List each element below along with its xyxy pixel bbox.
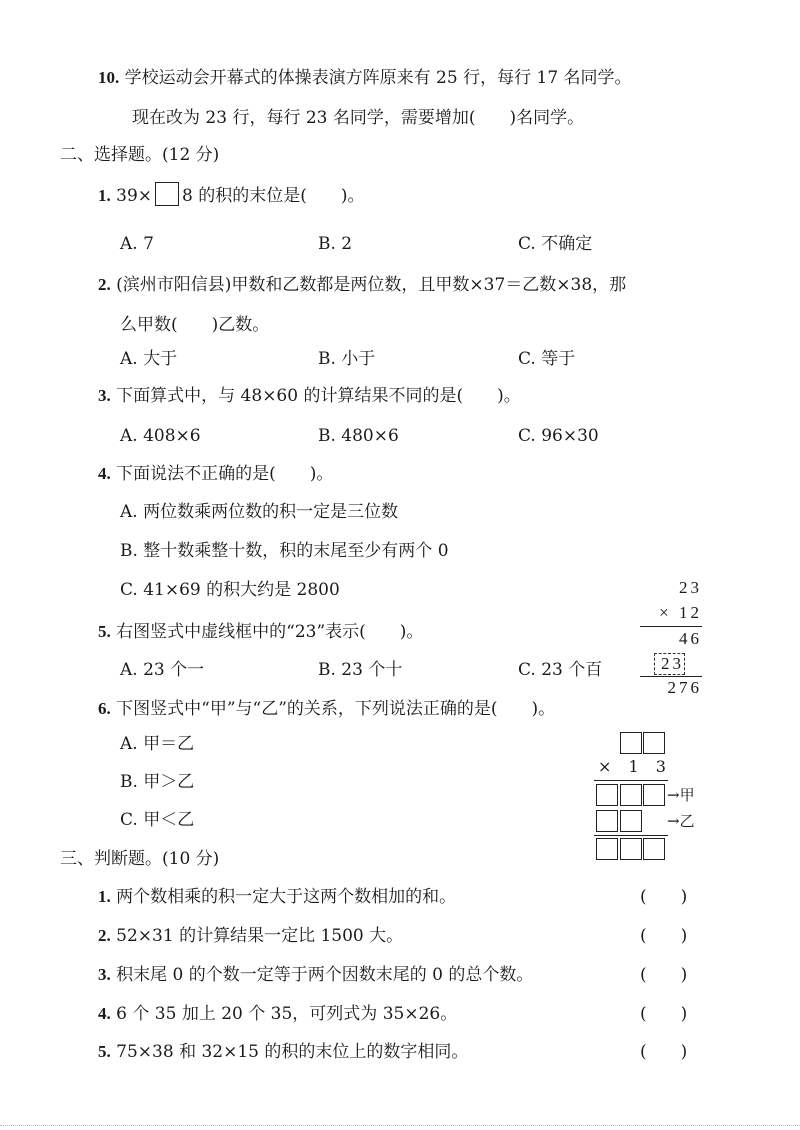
option-a[interactable]: A. 23 个一 xyxy=(120,660,205,680)
multiplicand: 23 xyxy=(679,578,702,597)
option-c[interactable]: C. 23 个百 xyxy=(518,660,603,680)
digit-box[interactable] xyxy=(643,838,665,860)
option-b[interactable]: B. 23 个十 xyxy=(318,660,403,680)
digit-box[interactable] xyxy=(620,838,642,860)
question-number: 5. xyxy=(98,1042,111,1061)
answer-box[interactable] xyxy=(155,182,179,206)
section-title: 三、判断题。(10 分) xyxy=(60,849,220,869)
question-number: 3. xyxy=(98,386,111,405)
option-c[interactable]: C. 甲＜乙 xyxy=(120,810,195,830)
question-text: 学校运动会开幕式的体操表演方阵原来有 25 行，每行 17 名同学。 xyxy=(124,68,632,88)
question-text: 下面算式中，与 48×60 的计算结果不同的是( )。 xyxy=(116,386,521,406)
judge-item-3 xyxy=(98,963,533,987)
divider-line xyxy=(594,780,668,781)
product-result: 276 xyxy=(667,678,702,697)
option-b[interactable]: B. 整十数乘整十数，积的末尾至少有两个 0 xyxy=(120,541,449,561)
label-jia: →甲 xyxy=(667,786,695,804)
sec2-q6 xyxy=(98,697,555,721)
digit-box[interactable] xyxy=(596,838,618,860)
sec2-q1 xyxy=(98,182,365,208)
question-text: 两个数相乘的积一定大于这两个数相加的和。 xyxy=(116,887,457,907)
divider-line xyxy=(640,676,702,677)
multiplier: × 12 xyxy=(659,603,702,622)
question-text: 6 个 35 加上 20 个 35，可列式为 35×26。 xyxy=(116,1004,458,1024)
page-bottom-border xyxy=(0,1125,800,1126)
option-c[interactable]: C. 96×30 xyxy=(518,426,599,446)
option-b[interactable]: B. 480×6 xyxy=(318,426,399,446)
q6-vertical-diagram xyxy=(590,732,710,862)
option-b[interactable]: B. 甲＞乙 xyxy=(120,772,195,792)
sec2-q2-line2: 么甲数( )乙数。 xyxy=(120,315,270,335)
option-b[interactable]: B. 2 xyxy=(318,234,353,254)
q10-line2: 现在改为 23 行，每行 23 名同学，需要增加( )名同学。 xyxy=(132,108,585,128)
q10-line1 xyxy=(98,66,632,90)
option-a[interactable]: A. 甲＝乙 xyxy=(120,734,195,754)
digit-box[interactable] xyxy=(620,732,642,754)
multiplier: × 1 3 xyxy=(598,757,672,776)
option-a[interactable]: A. 408×6 xyxy=(120,426,201,446)
dashed-highlight-box xyxy=(654,653,685,675)
digit-box[interactable] xyxy=(620,784,642,806)
answer-paren[interactable]: ( ) xyxy=(640,887,688,907)
question-text: (滨州市阳信县)甲数和乙数都是两位数，且甲数×37＝乙数×38，那 xyxy=(116,275,627,295)
question-number: 1. xyxy=(98,186,111,205)
judge-item-5 xyxy=(98,1040,468,1064)
section-title: 二、选择题。(12 分) xyxy=(60,145,220,165)
question-text: 52×31 的计算结果一定比 1500 大。 xyxy=(116,926,404,946)
question-text: 积末尾 0 的个数一定等于两个因数末尾的 0 的总个数。 xyxy=(116,965,534,985)
q5-vertical-calculation xyxy=(640,578,702,698)
question-number: 3. xyxy=(98,965,111,984)
question-text: 下面说法不正确的是( )。 xyxy=(116,464,334,484)
question-text: 75×38 和 32×15 的积的末位上的数字相同。 xyxy=(116,1042,469,1062)
question-number: 5. xyxy=(98,622,111,641)
digit-box[interactable] xyxy=(596,810,618,832)
answer-paren[interactable]: ( ) xyxy=(640,1004,688,1024)
option-c[interactable]: C. 41×69 的积大约是 2800 xyxy=(120,580,340,600)
question-number: 4. xyxy=(98,464,111,483)
option-b[interactable]: B. 小于 xyxy=(318,349,376,369)
option-a[interactable]: A. 两位数乘两位数的积一定是三位数 xyxy=(120,502,399,522)
judge-item-1 xyxy=(98,885,456,909)
question-text: 下图竖式中“甲”与“乙”的关系，下列说法正确的是( )。 xyxy=(116,699,556,719)
question-number: 10. xyxy=(98,68,120,87)
question-text: 右图竖式中虚线框中的“23”表示( )。 xyxy=(116,622,424,642)
answer-paren[interactable]: ( ) xyxy=(640,965,688,985)
question-number: 6. xyxy=(98,699,111,718)
question-text-pre: 39× xyxy=(116,186,153,206)
partial-product-2: 23 xyxy=(661,654,684,673)
divider-line xyxy=(640,626,702,627)
question-number: 2. xyxy=(98,275,111,294)
question-number: 1. xyxy=(98,887,111,906)
judge-item-4 xyxy=(98,1002,457,1026)
partial-product-1: 46 xyxy=(679,629,702,648)
sec2-q2-line1 xyxy=(98,273,626,297)
option-a[interactable]: A. 大于 xyxy=(120,349,178,369)
answer-paren[interactable]: ( ) xyxy=(640,926,688,946)
question-number: 2. xyxy=(98,926,111,945)
label-yi: →乙 xyxy=(667,812,695,830)
sec2-q3 xyxy=(98,384,521,408)
judge-item-2 xyxy=(98,924,403,948)
digit-box[interactable] xyxy=(620,810,642,832)
option-c[interactable]: C. 不确定 xyxy=(518,234,593,254)
sec2-q5 xyxy=(98,620,423,644)
digit-box[interactable] xyxy=(596,784,618,806)
answer-paren[interactable]: ( ) xyxy=(640,1042,688,1062)
question-number: 4. xyxy=(98,1004,111,1023)
option-a[interactable]: A. 7 xyxy=(120,234,154,254)
digit-box[interactable] xyxy=(643,784,665,806)
divider-line xyxy=(594,835,668,836)
sec2-q4 xyxy=(98,462,333,486)
option-c[interactable]: C. 等于 xyxy=(518,349,576,369)
question-text-post: 8 的积的末位是( )。 xyxy=(182,186,365,206)
digit-box[interactable] xyxy=(643,732,665,754)
